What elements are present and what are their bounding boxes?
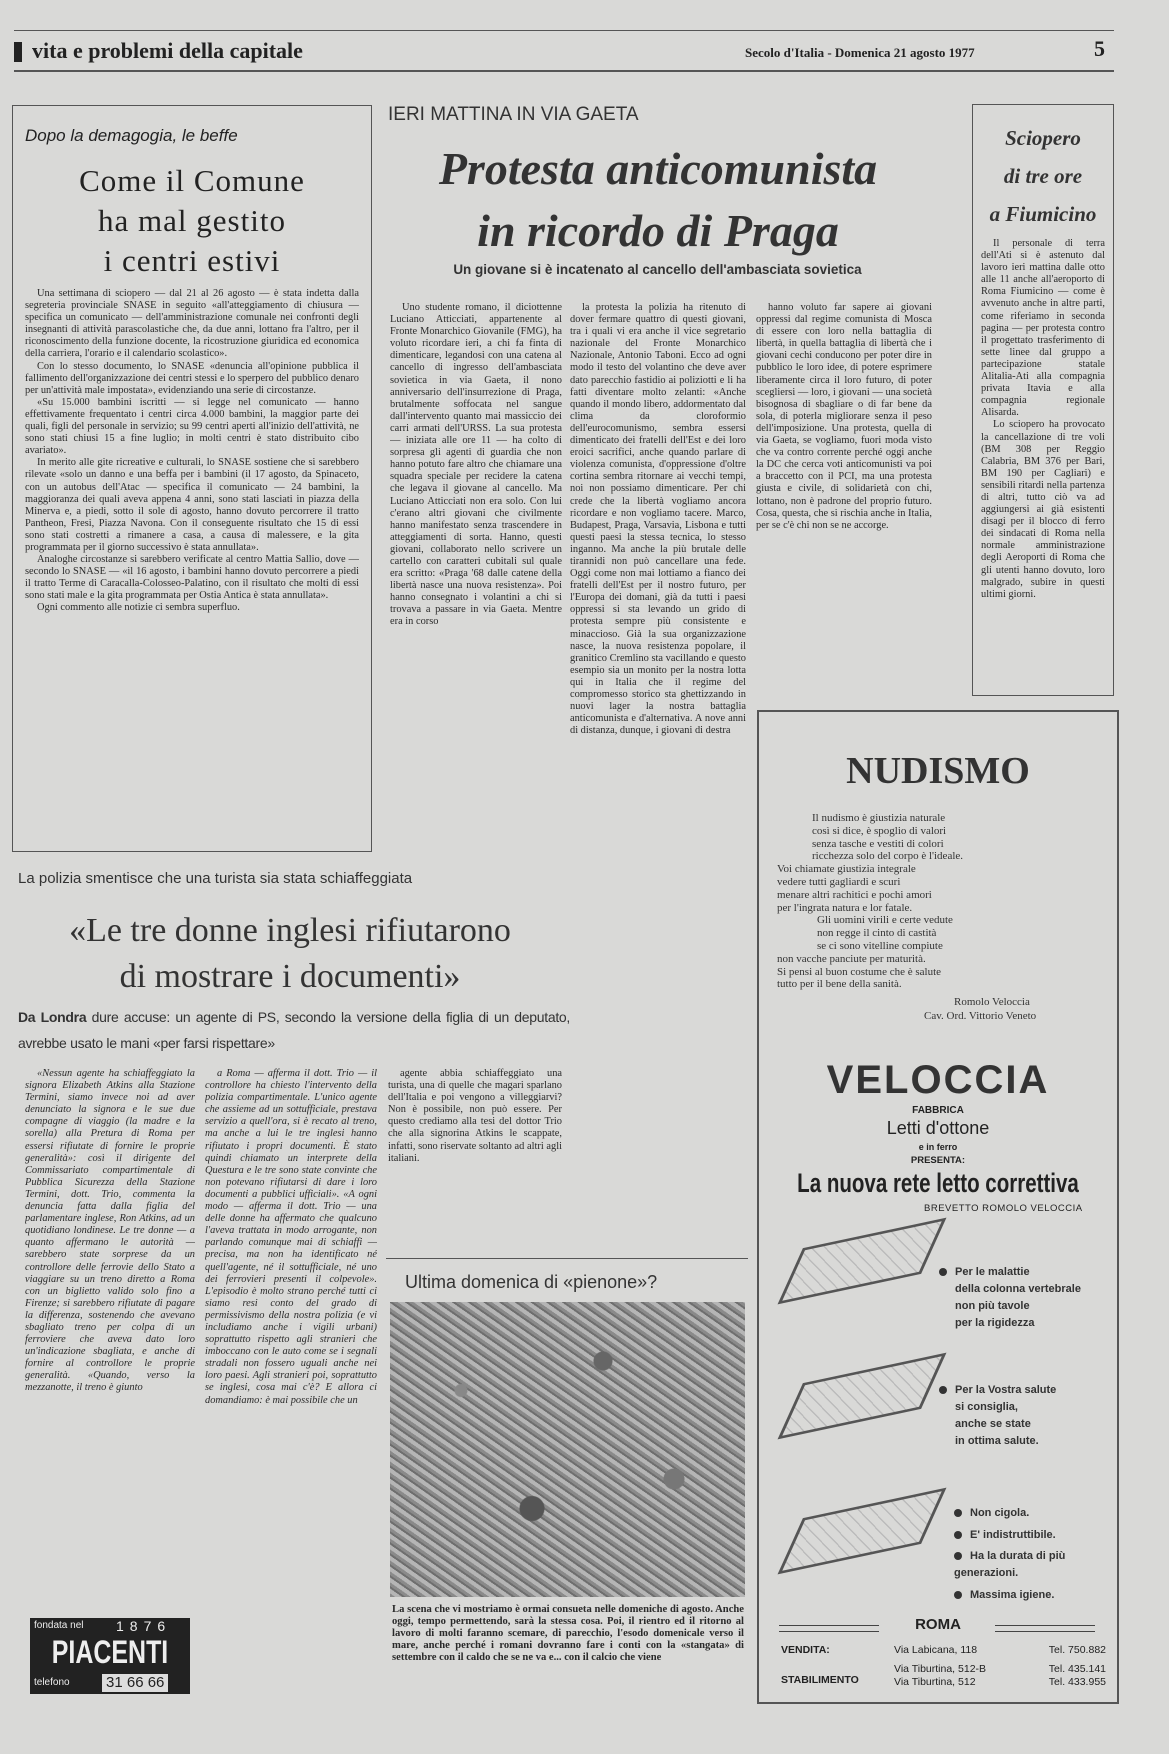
feature-line: in ottima salute. [955, 1435, 1039, 1447]
address-tel: Tel. 433.955 [1048, 1676, 1106, 1688]
headline-line: a Fiumicino [989, 202, 1097, 226]
feature-line: non più tavole [955, 1300, 1030, 1312]
paragraph: Una settimana di sciopero — dal 21 al 26 agosto — è stata indetta dalla segreteria provinciale SNASE in seguito «all'atteggiamento di chiusura — specifica un comunicato — dell'amministrazione comunale nei confronti degli insegnanti di attività parascolastiche che, da due anni, lottano fra l'altro, per il riconoscimento della funzione docente, la ricostruzione giuridica ed economica della carriera, l'orario e il calendario scolastico». [25, 288, 359, 360]
poem-line: menare altri rachitici e pochi amori [777, 888, 932, 901]
ad-fabbrica: FABBRICA [912, 1105, 964, 1116]
headline-line: «Le tre donne inglesi rifiutarono [69, 912, 511, 949]
poem-line: per l'ingrata natura e lor fatale. [777, 901, 913, 914]
feature-line: E' indistruttibile. [970, 1529, 1056, 1541]
poem-line: vedere tutti gagliardi e scuri [777, 875, 901, 888]
headline-line: in ricordo di Praga [477, 205, 839, 256]
article-headline [13, 161, 371, 281]
article-inglesi-column-1 [25, 1068, 195, 1606]
ad-features-1 [939, 1264, 1081, 1332]
feature-line: Non cigola. [970, 1507, 1030, 1519]
ad-presenta: PRESENTA: [910, 1155, 966, 1166]
headline-line: di tre ore [1003, 164, 1083, 188]
feature-line: anche se state [955, 1418, 1031, 1430]
paragraph: «Su 15.000 bambini iscritti — si legge nel comunicato — hanno effettivamente frequentato i centri circa 4.000 bambini, la maggior parte dei quali, figli del personale in servizio; su 99 centri aperti all'inizio dell'attività, ne sono stati chiusi 15 a fine luglio; in molti centri è stato distribuito cibo avariato». [25, 396, 359, 457]
paragraph: In merito alle gite ricreative e culturali, lo SNASE sostiene che si sarebbero rilevate «solo un danno e una beffa per i bambini (il 17 agosto, da Spinaceto, con un autobus dell'Atac — specifica il comunicato — 24 bambini, la maggioranza dei quali aveva appena 4 anni, sono stati lasciati in piazza della Minerva e, a piedi, sotto il sole di agosto, hanno dovuto percorrere il tratto Pantheon, Fresi, Piazza Navona. Con il conseguente risultato che 15 di essi sono stati costretti a rimanere a casa, a causa di malessere, e la gita programmata per il giorno successivo è stata annullata». [25, 457, 359, 553]
address-row [894, 1676, 1106, 1689]
piacenti-phone-label: telefono [34, 1677, 70, 1688]
feature-line: della colonna vertebrale [955, 1283, 1081, 1295]
photo-caption [392, 1604, 744, 1712]
article-praga-column-3 [756, 302, 932, 692]
paragraph: Ogni commento alle notizie ci sembra superfluo. [37, 602, 240, 614]
ad-signature-title: Cav. Ord. Vittorio Veneto [924, 1010, 1037, 1022]
poem-line: ricchezza solo del corpo è l'ideale. [812, 850, 964, 863]
address-street: Via Labicana, 118 [894, 1644, 978, 1656]
address-tel: Tel. 435.141 [1048, 1663, 1106, 1675]
ad-patent: BREVETTO ROMOLO VELOCCIA [924, 1203, 1083, 1214]
headline-line: i centri estivi [103, 243, 281, 278]
article-inglesi-kicker: La polizia smentisce che una turista sia stata schiaffeggiata [18, 870, 413, 887]
feature-line: Ha la durata di più generazioni. [954, 1550, 1066, 1579]
address-tel: Tel. 750.882 [1048, 1644, 1106, 1656]
paragraph: Lo sciopero ha provocato la cancellazione di tre voli (BM 308 per Reggio Calabria, BM 376 per Bari, BM 190 per Cagliari) e sensibili ritardi nella partenza di altri, tutto ciò va ad aggiungersi ai già esistenti disagi per il blocco di ferro dei sindacati di Roma nella normale amministrazione degli Aeroporti di Roma che gli utenti hanno dovuto, loro malgrado, subire in questi ultimi giorni. [981, 419, 1105, 600]
paragraph: hanno voluto far sapere ai giovani oppressi dal regime comunista di Mosca di essere con loro nella battaglia di libertà, in quella battaglia di libertà che i giovani cechi conducono per poter dire in pubblico le loro idee, di potere esprimere liberamente circa il loro futuro, di poter scegliersi — loro, i giovani — una società bisognosa di sbagliare o di far bene da sola, di poterla migliorare senza il peso dell'imposizione. Una protesta, quella di via Gaeta, se vogliamo, fuori moda visto che va contro corrente perché oggi anche la DC che cerca voti anticomunisti va poi a braccetto con il PCI, ma una protesta giusta e civile, di solidarietà con chi, lottano, non è padrone del proprio futuro. Cosa, questa, che si rischia anche in Italia, per se c'è chi non se ne accorge. [756, 302, 932, 531]
ad-poem [777, 812, 1107, 991]
subhead-lead: Da Londra [18, 1009, 87, 1025]
article-headline [973, 119, 1113, 233]
feature-line: per la rigidezza [955, 1317, 1035, 1329]
bullet-icon [954, 1509, 962, 1517]
subhead-text: dure accuse: un agente di PS, secondo la versione della figlia di un deputato, avrebbe usato le mani «per farsi rispettare» [18, 1009, 570, 1051]
article-centri-estivi [12, 105, 372, 852]
paragraph: agente abbia schiaffeggiato una turista, una di quelle che magari sparlano dell'Italia e poi vengono a villeggiarvi? Non è possibile, non può essere. Per questo crediamo alla tesi del dottor Trio che alla signorina Atkins le scappate, infatti, sono riservate soltanto ad altri agli italiani. [388, 1068, 562, 1164]
poem-line: così si dice, è spoglio di valori [812, 824, 947, 837]
masthead-top-rule [14, 30, 1114, 31]
ad-product-sub: e in ferro [918, 1142, 958, 1152]
photo-feature-title: Ultima domenica di «pienone»? [405, 1272, 658, 1292]
article-body [25, 288, 359, 843]
feature-line: Per le malattie [955, 1266, 1030, 1278]
article-praga-column-2 [570, 302, 746, 1234]
article-praga-column-1 [390, 302, 562, 852]
poem-line: non regge il cinto di castità [817, 927, 937, 940]
section-title: vita e problemi della capitale [32, 38, 303, 63]
poem-line: Voi chiamate giustizia integrale [777, 863, 916, 876]
piacenti-phone: 31 66 66 [102, 1674, 168, 1692]
ad-addresses [894, 1644, 1106, 1689]
piacenti-logo: PIACENTI [51, 1634, 169, 1670]
poem-line: Il nudismo è giustizia naturale [812, 812, 946, 824]
feature-line: Massima igiene. [970, 1589, 1055, 1601]
headline-line: Come il Comune [79, 163, 305, 198]
ad-brand: VELOCCIA [826, 1058, 1050, 1102]
poem-line: se ci sono vitelline compiute [817, 939, 943, 952]
paper-date: Secolo d'Italia - Domenica 21 agosto 1977 [745, 45, 975, 60]
address-street: Via Tiburtina, 512 [894, 1676, 976, 1688]
ad-title: NUDISMO [846, 750, 1030, 792]
paragraph: Uno studente romano, il diciottenne Luciano Atticciati, appartenente al Fronte Monarchico Giovanile (FMG), ha voluto ricordare ieri, a chi fa finta di dimenticare, legandosi con una catena al cancello di ingresso dell'ambasciata sovietica in via Gaeta, il nono anniversario dell'insurrezione di Praga, brutalmente soffocata nel sangue dall'intervento quanto mai massiccio dei carri armati dell'URSS. La sua protesta — iniziata alle ore 11 — ha colto di sorpresa gli agenti di guardia che non hanno potuto fare altro che chiamare una squadra speciale per recidere la catena che legava il giovane al cancello. Ma Luciano Atticciati non era solo. Con lui c'erano altri giovani che civilmente hanno manifestato senza trascendere in atteggiamenti di sorta. Hanno, questi giovani, collaborato nello scrivere un cartello con caratteri cubitali sul quale era scritto: «Praga '68 dalle catene della libertà nasce una nuova resistenza». Poi hanno consegnato i volantini a chi si trovava a passare in via Gaeta. Mentre era in corso [390, 302, 562, 628]
section-marker [14, 42, 22, 62]
headline-line: ha mal gestito [98, 203, 286, 238]
ad-stabilimento-label: STABILIMENTO [781, 1674, 859, 1686]
beach-crowd-photo [390, 1302, 745, 1597]
article-fiumicino [972, 104, 1114, 696]
caption-text: La scena che vi mostriamo è ormai consueta nelle domeniche di agosto. Anche oggi, tempo permettendo, sarà la stessa cosa. Poi, il rientro ed il ritorno al lavoro di molti faranno scemare, di parecchio, l'esodo domenicale verso il mare, anche perché i romani dovranno fare i conti con la «stangata» di settembre con il caldo che se ne va e... con il calcio che viene [392, 1604, 744, 1664]
headline-line: Protesta anticomunista [438, 143, 878, 194]
ad-signature: Romolo Veloccia [954, 996, 1030, 1008]
poem-line: Si pensi al buon costume che è salute [777, 965, 942, 978]
veloccia-ad [757, 710, 1119, 1704]
page-number: 5 [1094, 36, 1105, 61]
headline-line: Sciopero [1005, 126, 1081, 150]
article-praga-kicker: IERI MATTINA IN VIA GAETA [388, 104, 639, 125]
paragraph: a Roma — afferma il dott. Trio — il controllore ha chiesto l'intervento della polizia compartimentale. L'unico agente che assieme ad un sottufficiale, prestava servizio a quell'ora, si è recato al treno, ma anche a lui le tre inglesi hanno rifiutato i propri documenti. È stato quindi chiamato un interprete della Questura e le tre sono state convinte che non potevano rifiutarsi di dare i loro documenti a pubblici ufficiali». «A ogni modo — afferma il dott. Trio — una delle donne ha affermato che qualcuno l'aveva trattata in modo arrogante, non parlando comunque mai di schiaffi — precisa, ma non ha identificato né quell'agente, né il sottufficiale, né uno dei ferrovieri presenti il colpevole». L'episodio è molto strano perché tutti ci siamo resi conto del grado di permissivismo della nostra polizia (e vi includiamo anche i vigili urbani) soprattutto rispetto agli stranieri che imboccano con le auto come se i segnali stradali non fossero uguali anche nei loro paesi. Agli stranieri poi, soprattutto se inglesi, cosa mai c'è? E allora ci domandiamo: è mai possibile che un [205, 1068, 377, 1406]
headline-line: di mostrare i documenti» [119, 958, 461, 995]
article-kicker: Dopo la demagogia, le beffe [25, 126, 238, 145]
bed-frame-illustration-icon [778, 1488, 947, 1575]
address-row [894, 1663, 1106, 1676]
ad-features-2 [939, 1382, 1056, 1450]
paragraph: «Nessun agente ha schiaffeggiato la signora Elizabeth Atkins alla Stazione Termini, siamo invece noi ad aver denunciato la signora e le sue due compagne di viaggio (la madre e la sorella) alla Pretura di Roma per essersi rifiutate di fornire le proprie generalità»: così il dirigente del Commissariato compartimentale di Pubblica Sicurezza della Stazione Termini, dott. Trio, commenta la denuncia fatta dalla figlia del parlamentare inglese, Ron Atkins, ad un quotidiano londinese. Le tre donne — a quanto affermano le autorità — sarebbero state sorprese da un controllore delle ferrovie dello Stato a viaggiare su un treno diretto a Roma con un biglietto valido solo fino a Firenze; si sarebbero rifiutate di pagare la differenza, sostenendo che avevano sbagliato treno per colpa di un ferroviere che aveva dato loro un'indicazione sbagliata, e anche di fornire al controllore le proprie generalità. «Quando, verso la mezzanotte, il treno è giunto [25, 1068, 195, 1394]
poem-line: Gli uomini virili e certe vedute [817, 914, 953, 927]
paragraph: Il personale di terra dell'Ati si è astenuto dal lavoro ieri mattina dalle otto alle 11 anche all'aeroporto di Roma Fiumicino — come è avvenuto anche in altre parti, come riferiamo in seconda pagina — per protesta contro il progettato trasferimento di sette linee dal gruppo a partecipazione statale Alitalia-Ati alla compagnia privata Itavia e alla compagnia regionale Alisarda. [981, 238, 1105, 419]
address-row [894, 1644, 1106, 1657]
ad-city: ROMA [915, 1616, 961, 1633]
ad-vendita-label: VENDITA: [781, 1644, 830, 1656]
poem-line: non vacche panciute per maturità. [777, 952, 926, 965]
bed-frame-illustration-icon [778, 1353, 947, 1440]
piacenti-ad [30, 1618, 190, 1694]
article-praga-subhead: Un giovane si è incatenato al cancello dell'ambasciata sovietica [453, 262, 862, 277]
feature-line: si consiglia, [955, 1401, 1018, 1413]
address-street: Via Tiburtina, 512-B [894, 1663, 987, 1675]
ad-features-3 [954, 1502, 1084, 1606]
article-body [981, 238, 1105, 688]
bullet-icon [939, 1268, 947, 1276]
bullet-icon [939, 1386, 947, 1394]
ad-slogan: La nuova rete letto correttiva [797, 1168, 1079, 1198]
piacenti-founded-label: fondata nel [34, 1620, 84, 1631]
paragraph: Con lo stesso documento, lo SNASE «denuncia all'opinione pubblica il fallimento dell'organizzazione dei centri stessi e lo sperpero del pubblico denaro per un'attività male impostata», evidenziando una serie di circostanze. [25, 360, 359, 396]
article-praga-headline [378, 138, 938, 262]
photo-feature-rule [386, 1258, 748, 1259]
ad-divider-right [995, 1625, 1095, 1632]
paragraph: Analoghe circostanze si sarebbero verificate al centro Mattia Sallio, dove — secondo lo SNASE — «il 16 agosto, i bambini hanno dovuto percorrere a piedi il tratto Terme di Caracalla-Colosseo-Palatino, con il risultato che molti di essi sono stati male e la gita programmata per Ostia Antica è stata annullata». [25, 554, 359, 602]
ad-product: Letti d'ottone [886, 1118, 990, 1138]
poem-line: senza tasche e vestiti di colori [812, 837, 944, 850]
masthead-bottom-rule [14, 70, 1114, 72]
ad-divider-left [779, 1625, 879, 1632]
paragraph: la protesta la polizia ha ritenuto di dover fermare quattro di questi giovani, tra i quali vi era anche il vice segretario nazionale del Fronte Monarchico Nazionale, Antonio Taboni. Ecco ad ogni modo il testo del volantino che deve aver dato parecchio fastidio ai poliziotti e li ha fatti diventare molto zelanti: «Anche quando il mondo libero, addormentato dal clima da cloroformio dell'eurocomunismo, sembra essersi dimenticato dei fratelli dell'Est e dei loro eroici sacrifici, anche quando parlare di violenza comunista, d'oppressione d'oltre cortina sembra ritornare ai vecchi tempi, noi non possiamo dimenticare. Per chi crede che la libertà vogliamo ancora ricordare e non vogliamo tacere. Marco, Budapest, Praga, Varsavia, Lisbona e tutti questi paesi la stessa tecnica, lo stesso inganno. Ma anche la più brutale delle tirannidi non può cancellare una fede. Oggi come non mai lottiamo a fianco dei fratelli dell'Est per il nostro futuro, per l'Europa dei domani, già da tutti i paesi oppressi si sta levando un grido di protesta sempre più consistente e minaccioso. Già la sua organizzazione nasce, la nuova resistenza popolare, il granitico Cremlino sta vacillando e questo esempio sia un monito per la nostra lotta qui in Italia che il regime del compromesso storico sta ghettizzando in nuovi lager la nostra battaglia anticomunista e d'alternativa. A nove anni di distanza, dunque, i giovani di destra [570, 302, 746, 737]
article-inglesi-column-3 [388, 1068, 562, 1238]
feature-line: Per la Vostra salute [955, 1384, 1057, 1396]
article-inglesi-headline [15, 908, 565, 1000]
bed-frame-illustration-icon [778, 1218, 947, 1305]
bullet-icon [954, 1591, 962, 1599]
article-inglesi-subhead [18, 1004, 570, 1056]
bullet-icon [954, 1531, 962, 1539]
bullet-icon [954, 1552, 962, 1560]
piacenti-year: 1876 [116, 1618, 172, 1634]
poem-line: tutto per il bene della sanità. [777, 978, 902, 991]
article-inglesi-column-2 [205, 1068, 377, 1722]
